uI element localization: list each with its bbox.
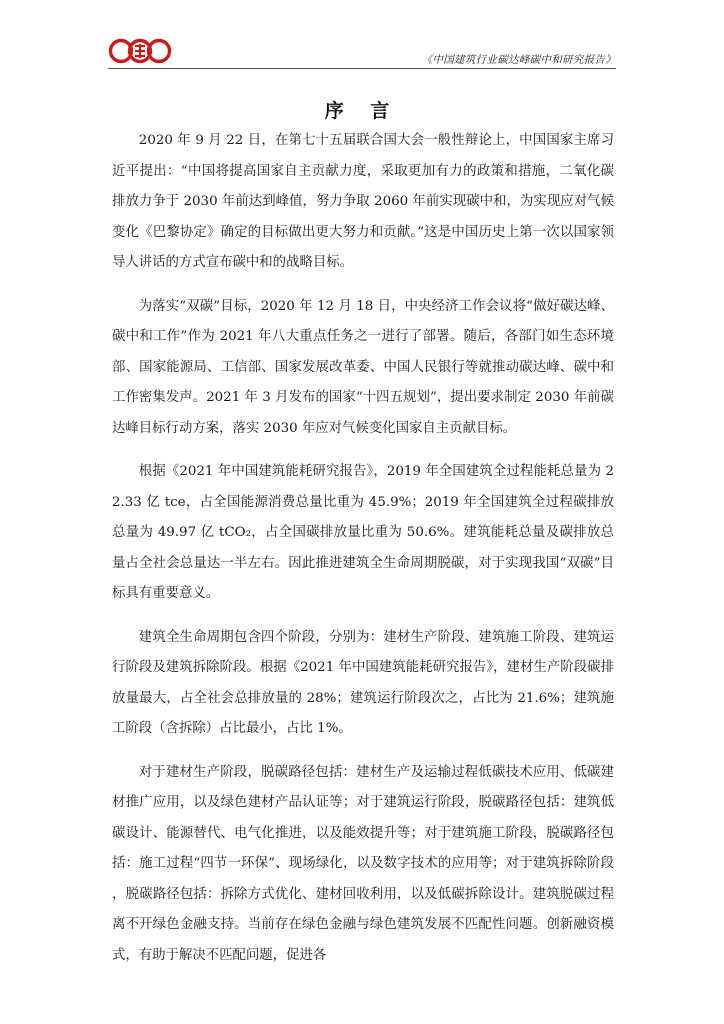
- body-text: [112, 126, 614, 984]
- page-title: 序 言: [324, 100, 400, 122]
- paragraph-5: 对于建材生产阶段，脱碳路径包括：建材生产及运输过程低碳技术应用、低碳建材推广应用，以及绿色建材产品认证等；对于建筑运行阶段，脱碳路径包括：建筑低碳设计、能源替代、电气化推进，以及能效提升等；对于建筑施工阶段，脱碳路径包括：施工过程“四节一环保”、现场绿化，以及数字技术的应用等；对于建筑拆除阶段，脱碳路径包括：拆除方式优化、建材回收利用，以及低碳拆除设计。建筑脱碳过程离不开绿色金融支持。当前存在绿色金融与绿色建筑发展不匹配性问题。创新融资模式，有助于解决不匹配问题，促进各: [112, 764, 614, 963]
- header-divider: [108, 68, 616, 69]
- paragraph-2: 为落实“双碳”目标，2020 年 12 月 18 日，中央经济工作会议将“做好碳达峰、碳中和工作”作为 2021 年八大重点任务之一进行了部署。随后，各部门如生态环境部、国家能源局、工信部、国家发展改革委、中国人民银行等就推动碳达峰、碳中和工作密集发声。2021 年 3 月发布的国家“十四五规划”，提出要求制定 2030 年前碳达峰目标行动方案，落实 2030 年应对气候变化国家自主贡献目标。: [112, 298, 614, 436]
- organization-logo-icon: [108, 36, 172, 66]
- paragraph-3: 根据《2021 年中国建筑能耗研究报告》，2019 年全国建筑全过程能耗总量为 22.33 亿 tce，占全国能源消费总量比重为 45.9%；2019 年全国建筑全过程碳排放总量为 49.97 亿 tCO₂，占全国碳排放量比重为 50.6%。建筑能耗总量及碳排放总量占全社会总量达一半左右。因此推进建筑全生命周期脱碳，对于实现我国“双碳”目标具有重要意义。: [112, 464, 614, 601]
- paragraph-4: 建筑全生命周期包含四个阶段，分别为：建材生产阶段、建筑施工阶段、建筑运行阶段及建筑拆除阶段。根据《2021 年中国建筑能耗研究报告》，建材生产阶段碳排放量最大，占全社会总排放量的 28%；建筑运行阶段次之，占比为 21.6%；建筑施工阶段（含拆除）占比最小，占比 1%。: [112, 629, 614, 736]
- paragraph-1: 2020 年 9 月 22 日，在第七十五届联合国大会一般性辩论上，中国国家主席习近平提出：“中国将提高国家自主贡献力度，采取更加有力的政策和措施，二氧化碳排放力争于 2030 年前达到峰值，努力争取 2060 年前实现碳中和，为实现应对气候变化《巴黎协定》确定的目标做出更大努力和贡献。”这是中国历史上第一次以国家领导人讲话的方式宣布碳中和的战略目标。: [112, 133, 614, 270]
- report-title: 《中国建筑行业碳达峰碳中和研究报告》: [421, 54, 616, 66]
